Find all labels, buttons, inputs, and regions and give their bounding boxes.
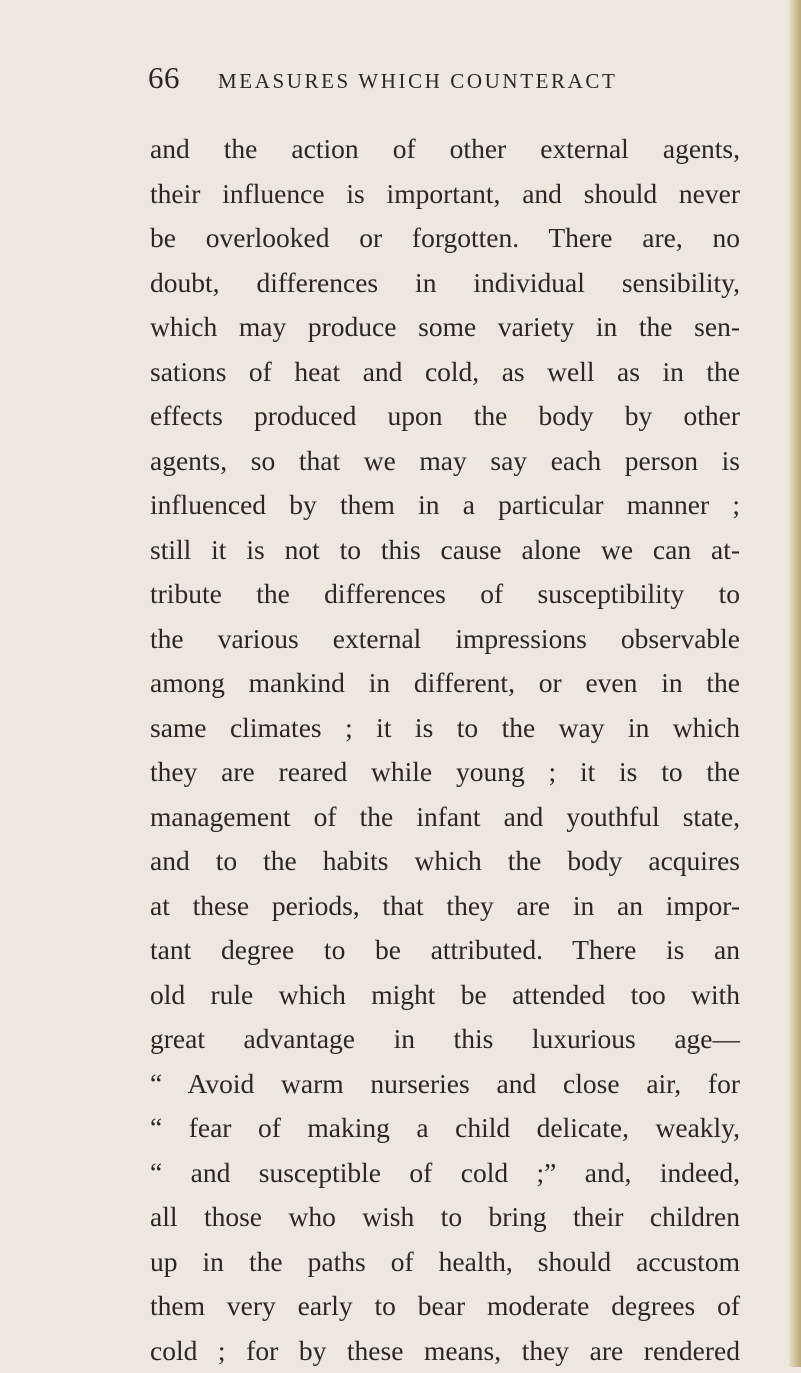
- text-line: “ and susceptible of cold ;” and, indeed,: [150, 1151, 740, 1196]
- text-line: sations of heat and cold, as well as in the: [150, 350, 740, 395]
- text-line: they are reared while young ; it is to the: [150, 750, 740, 795]
- page-edge: [789, 0, 801, 1367]
- text-line: be overlooked or forgotten. There are, no: [150, 216, 740, 261]
- text-line: and to the habits which the body acquires: [150, 839, 740, 884]
- text-line: at these periods, that they are in an impor-: [150, 884, 740, 929]
- text-line: cold ; for by these means, they are rendered: [150, 1329, 740, 1373]
- text-line: same climates ; it is to the way in which: [150, 706, 740, 751]
- text-line: agents, so that we may say each person is: [150, 439, 740, 484]
- text-line: and the action of other external agents,: [150, 127, 740, 172]
- running-head: [148, 60, 708, 104]
- text-line: effects produced upon the body by other: [150, 394, 740, 439]
- text-line: influenced by them in a particular manner ;: [150, 483, 740, 528]
- text-line: which may produce some variety in the sen-: [150, 305, 740, 350]
- text-line: great advantage in this luxurious age—: [150, 1017, 740, 1062]
- text-line: tant degree to be attributed. There is an: [150, 928, 740, 973]
- body-text: [150, 127, 740, 1373]
- text-line: the various external impressions observable: [150, 617, 740, 662]
- text-line: among mankind in different, or even in the: [150, 661, 740, 706]
- text-line: “ fear of making a child delicate, weakly,: [150, 1106, 740, 1151]
- text-line: them very early to bear moderate degrees of: [150, 1284, 740, 1329]
- text-line: still it is not to this cause alone we can at-: [150, 528, 740, 573]
- running-title: MEASURES WHICH COUNTERACT: [218, 69, 617, 94]
- page-number: 66: [148, 60, 218, 96]
- text-line: “ Avoid warm nurseries and close air, for: [150, 1062, 740, 1107]
- text-line: doubt, differences in individual sensibility,: [150, 261, 740, 306]
- text-line: management of the infant and youthful state,: [150, 795, 740, 840]
- text-line: all those who wish to bring their children: [150, 1195, 740, 1240]
- text-line: old rule which might be attended too with: [150, 973, 740, 1018]
- text-line: up in the paths of health, should accustom: [150, 1240, 740, 1285]
- text-line: their influence is important, and should never: [150, 172, 740, 217]
- text-line: tribute the differences of susceptibility to: [150, 572, 740, 617]
